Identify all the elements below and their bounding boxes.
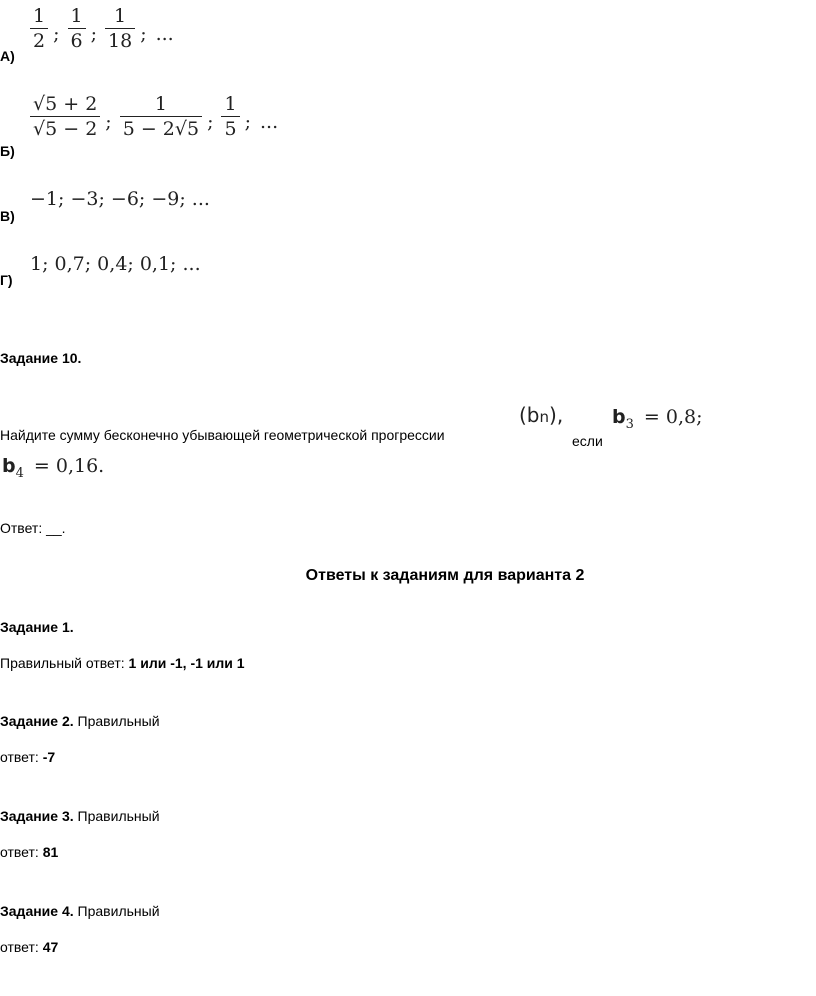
sequence-symbol: (bn), <box>519 403 564 427</box>
answer-4-value: 47 <box>42 939 59 955</box>
option-g-sequence: 1; 0,7; 0,4; 0,1; ... <box>30 253 201 275</box>
answer-3-value: 81 <box>42 844 59 860</box>
fraction: $\frac{1}{2}$ <box>30 4 48 53</box>
answer-3-line2: ответ: 81 <box>0 844 59 860</box>
answer-2-value: -7 <box>42 749 56 765</box>
answer-3-line1: Задание 3. Правильный <box>0 808 160 824</box>
option-b-label: Б) <box>0 143 15 159</box>
answers-heading: Ответы к заданиям для варианта 2 <box>305 567 585 584</box>
answer-4-line1: Задание 4. Правильный <box>0 903 160 919</box>
option-b-sequence: $\frac{√5 + 2}{√5 - 2}$ ; $\frac{1}{5 - 2√5}$ ; $\frac{1}{5}$ ; ... <box>28 92 284 141</box>
answer-2-line1: Задание 2. Правильный <box>0 713 160 729</box>
if-word: если <box>572 433 603 449</box>
task10-answer-blank: Ответ: __. <box>0 520 66 536</box>
option-v-label: В) <box>0 208 15 224</box>
answer-1-line: Правильный ответ: 1 или -1, -1 или 1 <box>0 655 245 671</box>
task10-question: Найдите сумму бесконечно убывающей геометрической прогрессии <box>0 427 445 443</box>
option-g-label: Г) <box>0 272 13 288</box>
fraction: $\frac{1}{6}$ <box>68 4 86 53</box>
answer-1-value: 1 или -1, -1 или 1 <box>128 655 245 671</box>
task10-title: Задание 10. <box>0 350 82 366</box>
option-a-sequence: $\frac{1}{2}$ ; $\frac{1}{6}$ ; $\frac{1}{18}$ ; ... <box>28 4 180 53</box>
b3-condition: $b_3 = 0,8$; <box>612 406 703 432</box>
answer-4-line2: ответ: 47 <box>0 939 59 955</box>
fraction: $\frac{√5 + 2}{√5 - 2}$ <box>30 92 100 141</box>
option-a-label: А) <box>0 48 15 64</box>
fraction: $\frac{1}{5 - 2√5}$ <box>120 92 202 141</box>
option-v-sequence: −1; −3; −6; −9; ... <box>30 188 210 210</box>
answer-1-title: Задание 1. <box>0 619 74 635</box>
fraction: $\frac{1}{5}$ <box>221 92 239 141</box>
b4-condition: $b_4 = 0,16$. <box>2 455 105 481</box>
answer-2-line2: ответ: -7 <box>0 749 56 765</box>
fraction: $\frac{1}{18}$ <box>105 4 135 53</box>
